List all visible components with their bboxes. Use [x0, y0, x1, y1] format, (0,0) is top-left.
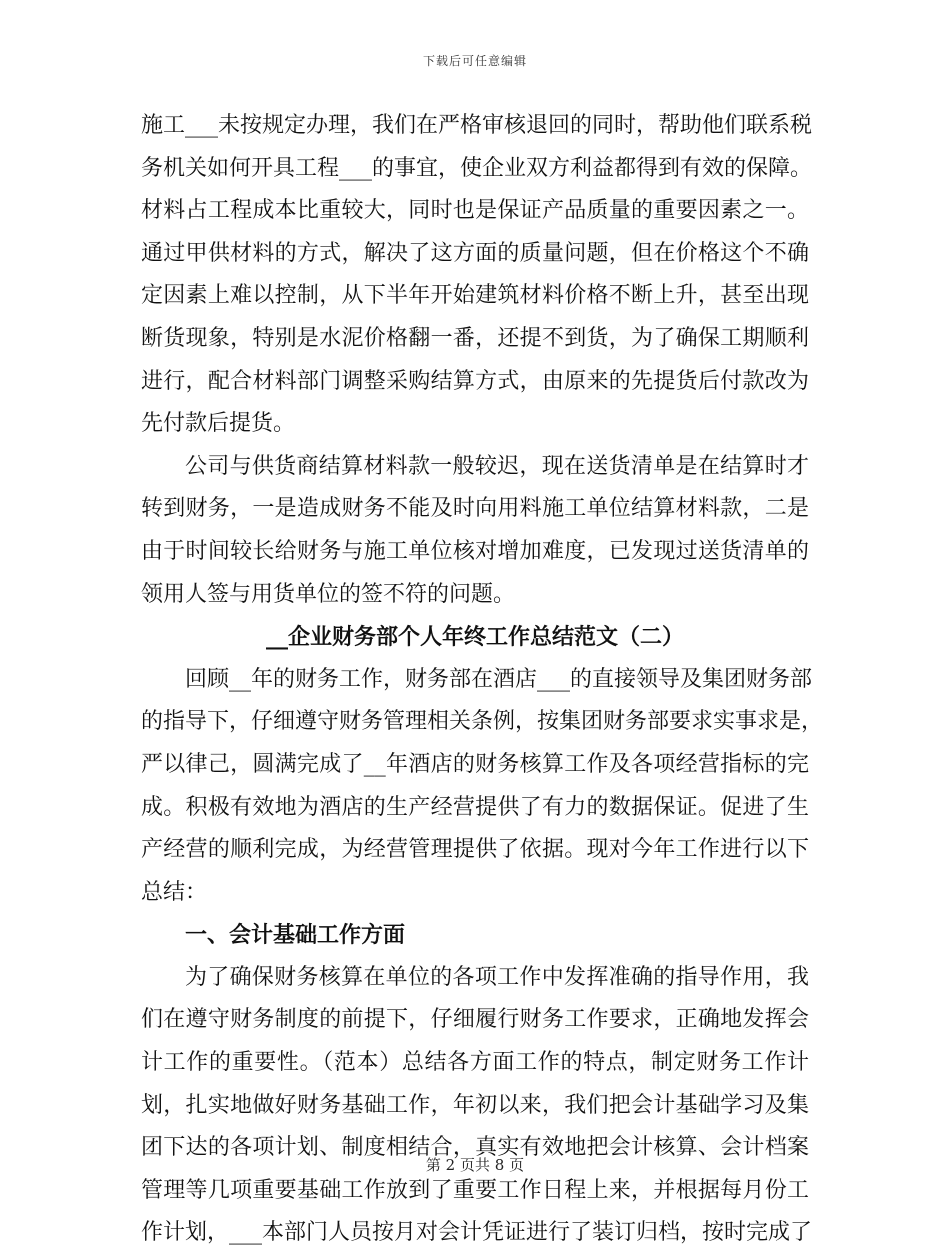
text-line: 公司与供货商结算材料款一般较迟，现在送货清单是在结算时才: [185, 453, 809, 479]
text-line: 管理等几项重要基础工作放到了重要工作日程上来，并根据每月份工: [141, 1177, 809, 1203]
text-line: 由于时间较长给财务与施工单位核对增加难度，已发现过送货清单的: [141, 538, 809, 564]
text-line: 定因素上难以控制，从下半年开始建筑材料价格不断上升，甚至出现: [141, 283, 809, 309]
page-number: 第 2 页共 8 页: [425, 1156, 525, 1174]
text-line: 转到财务，一是造成财务不能及时向用料施工单位结算材料款，二是: [141, 496, 809, 522]
page-header-note: 下载后可任意编辑: [422, 54, 527, 68]
text-line: 成。积极有效地为酒店的生产经营提供了有力的数据保证。促进了生: [141, 794, 809, 820]
text-line: 产经营的顺利完成，为经营管理提供了依据。现对今年工作进行以下: [141, 837, 809, 863]
text-line: 施工___未按规定办理，我们在严格审核退回的同时，帮助他们联系税: [141, 113, 813, 138]
text-line: 通过甲供材料的方式，解决了这方面的质量问题，但在价格这个不确: [141, 240, 809, 266]
text-line: 断货现象，特别是水泥价格翻一番，还提不到货，为了确保工期顺利: [141, 325, 809, 351]
document-body: [141, 105, 824, 1255]
text-line: 材料占工程成本比重较大，同时也是保证产品质量的重要因素之一。: [141, 198, 809, 224]
text-line: 严以律己，圆满完成了__年酒店的财务核算工作及各项经营指标的完: [141, 751, 809, 777]
text-line: 领用人签与用货单位的签不符的问题。: [141, 581, 516, 607]
text-line: 为了确保财务核算在单位的各项工作中发挥准确的指导作用，我: [185, 964, 809, 990]
text-line: 回顾__年的财务工作，财务部在酒店___的直接领导及集团财务部: [185, 666, 813, 692]
paragraph: [141, 446, 809, 616]
paragraph: [141, 957, 813, 1255]
text-line: 划，扎实地做好财务基础工作，年初以来，我们把会计基础学习及集: [141, 1092, 809, 1118]
text-line: 总结：: [141, 879, 208, 905]
paragraph: [141, 659, 824, 915]
text-line: 作计划，___本部门人员按月对会计凭证进行了装订归档，按时完成了: [141, 1220, 813, 1246]
text-line: 团下达的各项计划、制度相结合，真实有效地把会计核算、会计档案: [141, 1135, 809, 1161]
text-line: 们在遵守财务制度的前提下，仔细履行财务工作要求，正确地发挥会: [141, 1007, 809, 1033]
subsection-heading: 一、会计基础工作方面: [185, 922, 406, 949]
text-line: 的指导下，仔细遵守财务管理相关条例，按集团财务部要求实事求是，: [141, 709, 824, 735]
text-line: 先付款后提货。: [141, 411, 296, 437]
text-line: 计工作的重要性。（范本）总结各方面工作的特点，制定财务工作计: [141, 1050, 809, 1076]
text-line: 进行，配合材料部门调整采购结算方式，由原来的先提货后付款改为: [141, 368, 809, 394]
paragraph: [141, 105, 813, 446]
text-line: 务机关如何开具工程___的事宜，使企业双方利益都得到有效的保障。: [141, 155, 813, 181]
section-heading: __企业财务部个人年终工作总结范文（二）: [265, 624, 684, 651]
